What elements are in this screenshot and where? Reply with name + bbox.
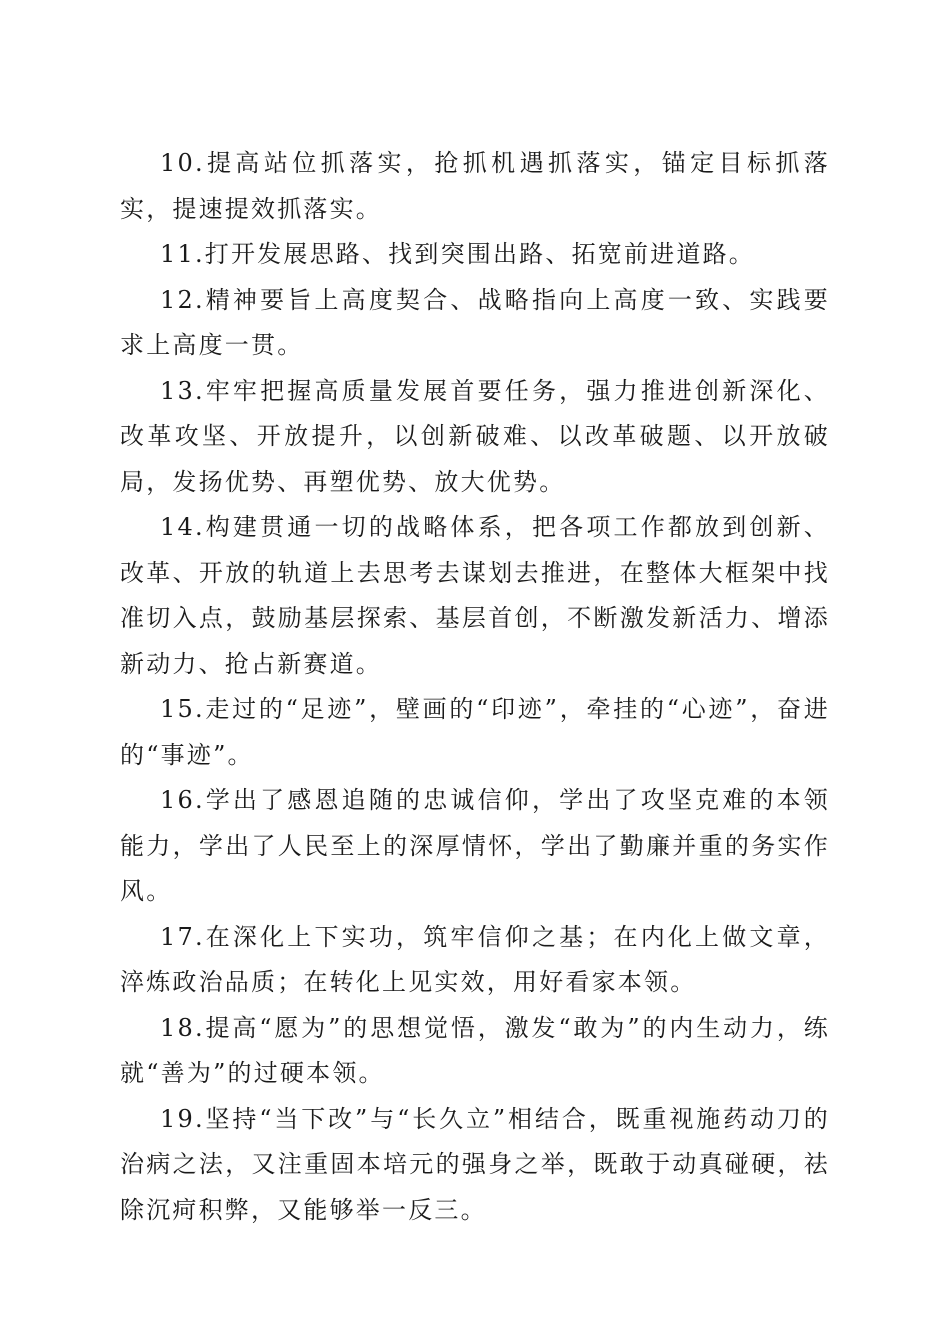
paragraph-item-18: 18.提高“愿为”的思想觉悟，激发“敢为”的内生动力，练就“善为”的过硬本领。 [120,1013,830,1087]
paragraph-item-15: 15.走过的“足迹”，壁画的“印迹”，牵挂的“心迹”，奋进的“事迹”。 [120,695,830,769]
paragraph-item-13: 13.牢牢把握高质量发展首要任务，强力推进创新深化、改革攻坚、开放提升，以创新破难、以改革破题、以开放破局，发扬优势、再塑优势、放大优势。 [120,376,830,496]
document-body [120,141,830,1233]
paragraph-item-11: 11.打开发展思路、找到突围出路、拓宽前进道路。 [160,240,755,268]
paragraph-item-16: 16.学出了感恩追随的忠诚信仰，学出了攻坚克难的本领能力，学出了人民至上的深厚情怀，学出了勤廉并重的务实作风。 [120,786,830,905]
paragraph-item-14: 14.构建贯通一切的战略体系，把各项工作都放到创新、改革、开放的轨道上去思考去谋划去推进，在整体大框架中找准切入点，鼓励基层探索、基层首创，不断激发新活力、增添新动力、抢占新赛道。 [120,513,830,678]
paragraph-item-12: 12.精神要旨上高度契合、战略指向上高度一致、实践要求上高度一贯。 [120,285,830,359]
paragraph-item-19: 19.坚持“当下改”与“长久立”相结合，既重视施药动刀的治病之法，又注重固本培元的强身之举，既敢于动真碰硬，祛除沉疴积弊，又能够举一反三。 [120,1104,830,1224]
paragraph-item-10: 10.提高站位抓落实，抢抓机遇抓落实，锚定目标抓落实，提速提效抓落实。 [120,149,830,223]
paragraph-item-17: 17.在深化上下实功，筑牢信仰之基；在内化上做文章，淬炼政治品质；在转化上见实效，用好看家本领。 [120,922,830,996]
